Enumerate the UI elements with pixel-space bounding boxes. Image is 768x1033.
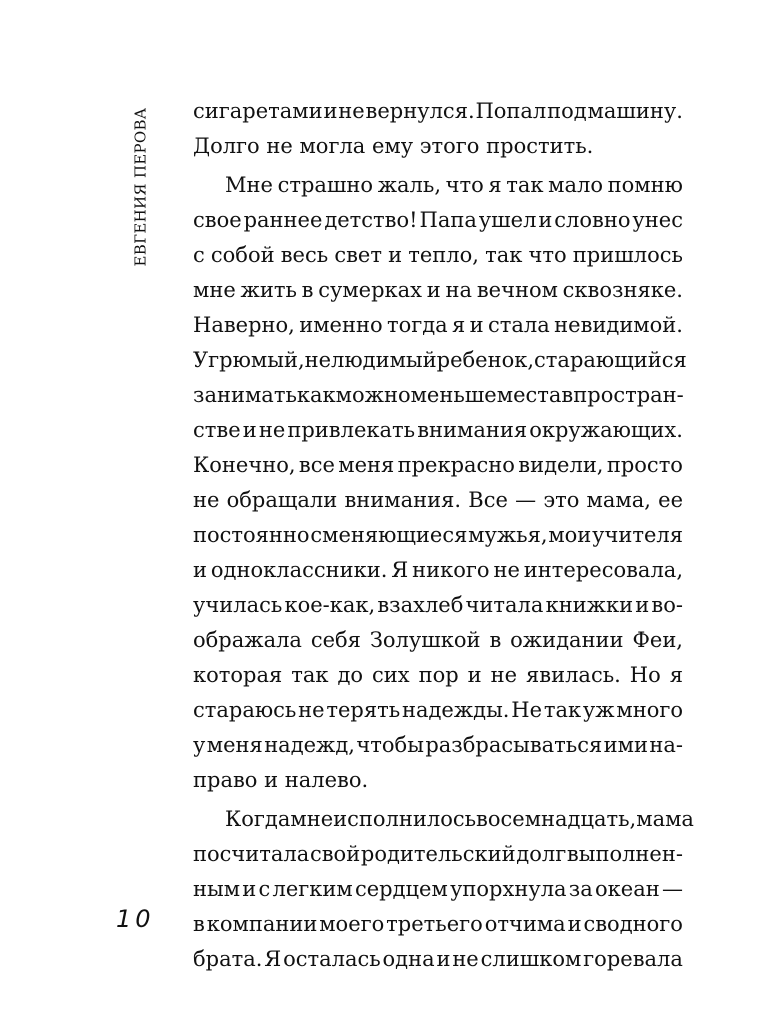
word: я bbox=[669, 663, 683, 687]
word: в bbox=[193, 912, 205, 936]
word: Папа bbox=[419, 208, 477, 232]
text-line bbox=[193, 448, 683, 483]
word: простран- bbox=[573, 383, 684, 407]
word: места bbox=[496, 383, 562, 407]
word: упорхнула bbox=[450, 877, 567, 901]
text-line bbox=[193, 168, 683, 203]
word: посчитала bbox=[193, 842, 310, 866]
word: мои bbox=[548, 523, 592, 547]
text-line: Долго не могла ему этого простить. bbox=[193, 134, 594, 158]
word: до bbox=[337, 663, 364, 687]
word: ими bbox=[603, 733, 648, 757]
word: жить bbox=[240, 278, 297, 302]
word: под bbox=[547, 99, 587, 123]
word: на- bbox=[649, 733, 683, 757]
word: ным bbox=[193, 877, 241, 901]
word: так bbox=[485, 243, 523, 267]
word: и bbox=[467, 663, 482, 687]
word: и bbox=[323, 99, 338, 123]
word: интересовала, bbox=[523, 558, 683, 582]
word: Не bbox=[511, 698, 543, 722]
word: и bbox=[388, 243, 403, 267]
text-line bbox=[193, 802, 694, 837]
word: не bbox=[452, 947, 479, 971]
word: за bbox=[568, 877, 593, 901]
text-line bbox=[193, 94, 683, 129]
word: и bbox=[469, 313, 484, 337]
word: Я bbox=[264, 947, 282, 971]
word: — bbox=[661, 877, 683, 901]
word: стала bbox=[488, 313, 550, 337]
word: я bbox=[488, 173, 502, 197]
word: никого bbox=[412, 558, 490, 582]
word: Феи, bbox=[632, 628, 683, 652]
word: ображала bbox=[193, 628, 302, 652]
word: Я bbox=[391, 558, 409, 582]
word: с bbox=[193, 243, 205, 267]
text-line bbox=[193, 907, 683, 942]
text-line bbox=[193, 623, 683, 658]
word: учителя bbox=[592, 523, 683, 547]
word: моего bbox=[319, 912, 385, 936]
text-line bbox=[193, 238, 683, 273]
text-line bbox=[193, 483, 683, 518]
word: я bbox=[452, 313, 466, 337]
word: внимания bbox=[417, 418, 528, 442]
word: можно bbox=[335, 383, 411, 407]
word: у bbox=[193, 733, 206, 757]
word: занимать bbox=[193, 383, 297, 407]
word: и bbox=[538, 208, 553, 232]
word: не bbox=[338, 99, 365, 123]
word: прекрасно bbox=[397, 453, 515, 477]
word: мужья, bbox=[468, 523, 548, 547]
word: тепло, bbox=[408, 243, 479, 267]
text-line bbox=[193, 872, 683, 907]
text-line bbox=[193, 553, 683, 588]
word: Наверно, bbox=[193, 313, 295, 337]
text-line bbox=[193, 378, 683, 413]
word: Конечно, bbox=[193, 453, 296, 477]
word: не bbox=[493, 558, 520, 582]
word: унес bbox=[632, 208, 683, 232]
word: свой bbox=[309, 842, 361, 866]
word: которая bbox=[193, 663, 283, 687]
word: себя bbox=[310, 628, 361, 652]
word: терять bbox=[326, 698, 401, 722]
text-line bbox=[193, 942, 683, 977]
word: явилась. bbox=[526, 663, 621, 687]
word: сигаретами bbox=[193, 99, 323, 123]
word: не bbox=[193, 488, 220, 512]
word: так bbox=[506, 173, 544, 197]
word: мне bbox=[193, 278, 236, 302]
word: слишком bbox=[480, 947, 582, 971]
running-head bbox=[124, 102, 156, 272]
word: ожидании bbox=[510, 628, 624, 652]
word: осталась bbox=[283, 947, 381, 971]
word: раннее bbox=[243, 208, 323, 232]
text-line bbox=[193, 343, 687, 378]
word: не bbox=[258, 418, 286, 442]
text-line bbox=[193, 273, 683, 308]
word: Попал bbox=[475, 99, 547, 123]
word: мама bbox=[636, 807, 694, 831]
word: страшно bbox=[277, 173, 374, 197]
word: окружающих. bbox=[529, 418, 683, 442]
text-line bbox=[193, 413, 683, 448]
word: — bbox=[515, 488, 537, 512]
word: свет bbox=[334, 243, 382, 267]
word: меня bbox=[338, 453, 395, 477]
word: Но bbox=[629, 663, 661, 687]
word: вернулся. bbox=[365, 99, 475, 123]
word: сквозняке. bbox=[562, 278, 683, 302]
word: детство! bbox=[324, 208, 418, 232]
text-line bbox=[193, 658, 683, 693]
word: сводного bbox=[583, 912, 683, 936]
word: это bbox=[543, 488, 580, 512]
running-head-author: ЕВГЕНИЯ ПЕРОВА bbox=[131, 107, 149, 267]
word: горевала bbox=[583, 947, 683, 971]
word: и bbox=[193, 558, 207, 582]
word: так bbox=[291, 663, 329, 687]
word: надежд, bbox=[264, 733, 355, 757]
text-line bbox=[193, 693, 683, 728]
text-line bbox=[193, 203, 683, 238]
word: именно bbox=[299, 313, 383, 337]
word: в bbox=[489, 628, 502, 652]
word: стараюсь bbox=[193, 698, 297, 722]
word: кое-как, bbox=[284, 593, 376, 617]
word: надежды. bbox=[401, 698, 510, 722]
word: Мне bbox=[225, 173, 273, 197]
word: мало bbox=[548, 173, 604, 197]
word: брата. bbox=[193, 947, 263, 971]
word: пор bbox=[418, 663, 459, 687]
word: внимания. bbox=[344, 488, 462, 512]
word: помню bbox=[607, 173, 683, 197]
word: все bbox=[298, 453, 335, 477]
word: обращали bbox=[226, 488, 338, 512]
word: читала bbox=[465, 593, 544, 617]
word: словно bbox=[554, 208, 631, 232]
word: видели, bbox=[518, 453, 604, 477]
text-line bbox=[193, 837, 683, 872]
word: постоянно bbox=[193, 523, 310, 547]
word: машину. bbox=[587, 99, 683, 123]
word: ушел bbox=[478, 208, 537, 232]
word: не bbox=[490, 663, 518, 687]
word: уж bbox=[582, 698, 615, 722]
word: и bbox=[635, 593, 650, 617]
body-text bbox=[193, 94, 694, 977]
word: одна bbox=[382, 947, 435, 971]
text-line bbox=[193, 728, 683, 763]
word: выполнен- bbox=[566, 842, 683, 866]
word: меньше bbox=[410, 383, 497, 407]
word: невидимой. bbox=[554, 313, 683, 337]
word: восемнадцать, bbox=[476, 807, 637, 831]
word: привлекать bbox=[287, 418, 416, 442]
word: тогда bbox=[386, 313, 448, 337]
text-line bbox=[193, 588, 683, 623]
word: весь bbox=[280, 243, 329, 267]
word: и bbox=[242, 877, 257, 901]
word: вечном bbox=[476, 278, 558, 302]
word: Угрюмый, bbox=[193, 348, 305, 372]
word: нелюдимый bbox=[304, 348, 437, 372]
text-line bbox=[193, 308, 683, 343]
word: и bbox=[242, 418, 257, 442]
word: третьего bbox=[386, 912, 483, 936]
page-number: 10 bbox=[116, 905, 155, 933]
word: одноклассники. bbox=[210, 558, 388, 582]
word: свое bbox=[193, 208, 242, 232]
word: ее bbox=[658, 488, 683, 512]
word: сумерках bbox=[318, 278, 423, 302]
word: долг bbox=[516, 842, 567, 866]
word: жаль, bbox=[377, 173, 441, 197]
word: сменяющиеся bbox=[310, 523, 468, 547]
word: собой bbox=[210, 243, 275, 267]
word: много bbox=[616, 698, 683, 722]
word: сих bbox=[372, 663, 410, 687]
word: в bbox=[561, 383, 574, 407]
word: Все bbox=[468, 488, 508, 512]
text-line bbox=[193, 518, 683, 553]
word: что bbox=[528, 243, 567, 267]
word: сердцем bbox=[354, 877, 448, 901]
word: старающийся bbox=[534, 348, 687, 372]
word: Когда bbox=[225, 807, 291, 831]
word: родительский bbox=[360, 842, 516, 866]
word: и bbox=[426, 278, 441, 302]
word: легким bbox=[272, 877, 353, 901]
word: океан bbox=[595, 877, 660, 901]
text-line: право и налево. bbox=[193, 768, 369, 792]
word: компании bbox=[206, 912, 318, 936]
word: как bbox=[296, 383, 336, 407]
word: чтобы bbox=[356, 733, 424, 757]
word: ребенок, bbox=[436, 348, 535, 372]
word: и bbox=[567, 912, 582, 936]
word: во- bbox=[651, 593, 683, 617]
word: мне bbox=[290, 807, 334, 831]
word: мама, bbox=[586, 488, 651, 512]
word: так bbox=[543, 698, 582, 722]
word: училась bbox=[193, 593, 283, 617]
word: на bbox=[445, 278, 473, 302]
word: меня bbox=[206, 733, 263, 757]
word: просто bbox=[606, 453, 683, 477]
word: не bbox=[298, 698, 325, 722]
word: книжки bbox=[545, 593, 634, 617]
word: с bbox=[258, 877, 271, 901]
word: пришлось bbox=[572, 243, 683, 267]
word: взахлеб bbox=[377, 593, 464, 617]
word: в bbox=[301, 278, 314, 302]
word: стве bbox=[193, 418, 241, 442]
word: что bbox=[445, 173, 484, 197]
word: исполнилось bbox=[333, 807, 477, 831]
word: Золушкой bbox=[369, 628, 481, 652]
word: разбрасываться bbox=[425, 733, 603, 757]
word: и bbox=[436, 947, 451, 971]
word: отчима bbox=[484, 912, 566, 936]
